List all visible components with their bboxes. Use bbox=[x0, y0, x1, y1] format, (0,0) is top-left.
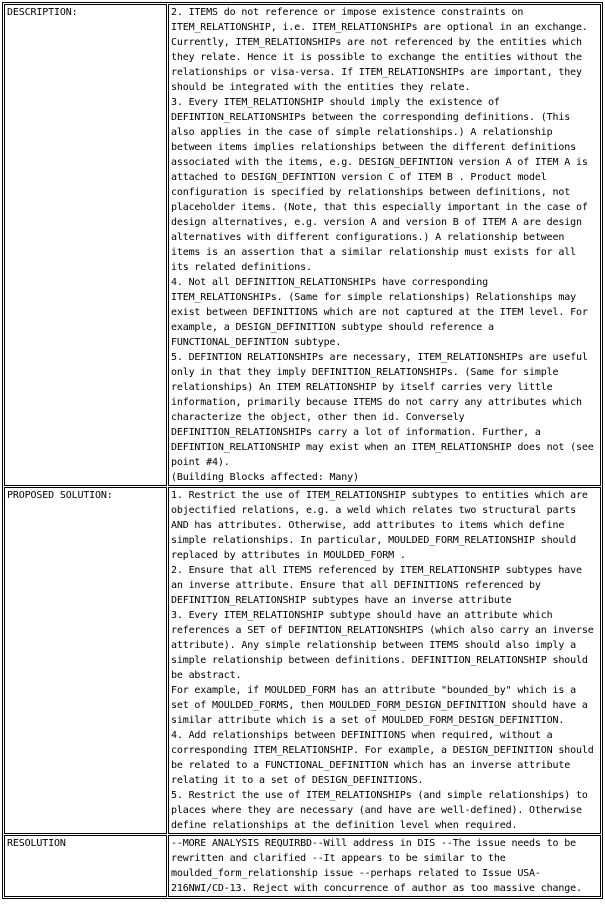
description-paragraph: 5. DEFINTION RELATIONSHIPs are necessary, ITEM_RELATIONSHIPs are useful only in that they imply DEFINITION_RELATIONSHIPs. (Same for simple relationships) An ITEM RELATIONSHIP by itself carries very little information, primarily because ITEMS do not carry any attributes which characterize the object, other then id. Conversely DEFINITION_RELATIONSHIPs carry a lot of information. Further, a DEFINTION_RELATIONSHIP may exist when an ITEM_RELATIONSHIP does not (see point #4). bbox=[170, 352, 594, 468]
resolution-paragraph: --MORE ANALYSIS REQUIRBD--Will address in DIS --The issue needs to be rewritten and clarified --It appears to be similar to the moulded_form_relationship issue --perhaps related to Issue USA-216NWI/CD-13. Reject with concurrence of author as too massive change. bbox=[170, 838, 582, 894]
proposed-solution-row bbox=[4, 487, 601, 834]
resolution-content bbox=[168, 835, 601, 897]
proposed-solution-content bbox=[168, 487, 601, 834]
solution-paragraph: 2. Ensure that all ITEMS referenced by ITEM_RELATIONSHIP subtypes have an inverse attribute. Ensure that all DEFINITIONS referenced by DEFINITION_RELATIONSHIP subtypes have an inverse attribute bbox=[170, 565, 582, 606]
description-paragraph: (Building Blocks affected: Many) bbox=[170, 472, 359, 483]
description-paragraph: 4. Not all DEFINITION_RELATIONSHIPs have corresponding ITEM_RELATIONSHIPs. (Same for simple relationships) Relationships may exist between DEFINITIONS which are not captured at the ITEM level. For example, a DESIGN_DEFINITION subtype should reference a FUNCTIONAL_DEFINTION subtype. bbox=[170, 277, 588, 348]
solution-paragraph: For example, if MOULDED_FORM has an attribute "bounded_by" which is a set of MOULDED_FORMS, then MOULDED_FORM_DESIGN_DEFINITION should have a similar attribute which is a set of MOULDED_FORM_DESIGN_DEFINITION. bbox=[170, 685, 588, 726]
solution-paragraph: 4. Add relationships between DEFINITIONS when required, without a corresponding ITEM_RELATIONSHIP. For example, a DESIGN_DEFINITION should be related to a FUNCTIONAL_DEFINITION which has an inverse attribute relating it to a set of DESIGN_DEFINITIONS. bbox=[170, 730, 594, 786]
description-label: DESCRIPTION: bbox=[4, 4, 167, 486]
resolution-label: RESOLUTION bbox=[4, 835, 167, 897]
description-paragraph: 3. Every ITEM_RELATIONSHIP should imply the existence of DEFINTION_RELATIONSHIPs between the corresponding definitions. (This also applies in the case of simple relationships.) A relationship between items implies relationships between the different definitions associated with the items, e.g. DESIGN_DEFINTION version A of ITEM A is attached to DESIGN_DEFINTION version C of ITEM B . Product model configuration is specified by relationships between definitions, not placeholder items. (Note, that this especially important in the case of design alternatives, e.g. version A and version B of ITEM A are design alternatives with different configurations.) A relationship between items is an assertion that a similar relationship must exists for all its related definitions. bbox=[170, 97, 588, 273]
solution-paragraph: 3. Every ITEM_RELATIONSHIP subtype should have an attribute which references a SET of DEFINTION_RELATIONSHIPS (which also carry an inverse attribute). Any simple relationship between ITEMS should also imply a simple relationship between definitions. DEFINITION_RELATIONSHIP should be abstract. bbox=[170, 610, 594, 681]
description-content bbox=[168, 4, 601, 486]
solution-paragraph: 1. Restrict the use of ITEM_RELATIONSHIP subtypes to entities which are objectified relations, e.g. a weld which relates two structural parts AND has attributes. Otherwise, add attributes to items which define simple relationships. In particular, MOULDED_FORM_RELATIONSHIP should replaced by attributes in MOULDED_FORM . bbox=[170, 490, 588, 561]
resolution-row bbox=[4, 835, 601, 897]
issue-table bbox=[2, 2, 603, 899]
description-paragraph: 2. ITEMS do not reference or impose existence constraints on ITEM_RELATIONSHIP, i.e. ITEM_RELATIONSHIPs are optional in an exchange. Currently, ITEM_RELATIONSHIPs are not referenced by the entities which they relate. Hence it is possible to exchange the entities without the relationships or visa-versa. If ITEM_RELATIONSHIPs are important, they should be integrated with the entities they relate. bbox=[170, 7, 588, 93]
proposed-solution-label: PROPOSED SOLUTION: bbox=[4, 487, 167, 834]
solution-paragraph: 5. Restrict the use of ITEM_RELATIONSHIPs (and simple relationships) to places where they are necessary (and have are well-defined). Otherwise define relationships at the definition level when required. bbox=[170, 790, 588, 831]
description-row bbox=[4, 4, 601, 486]
